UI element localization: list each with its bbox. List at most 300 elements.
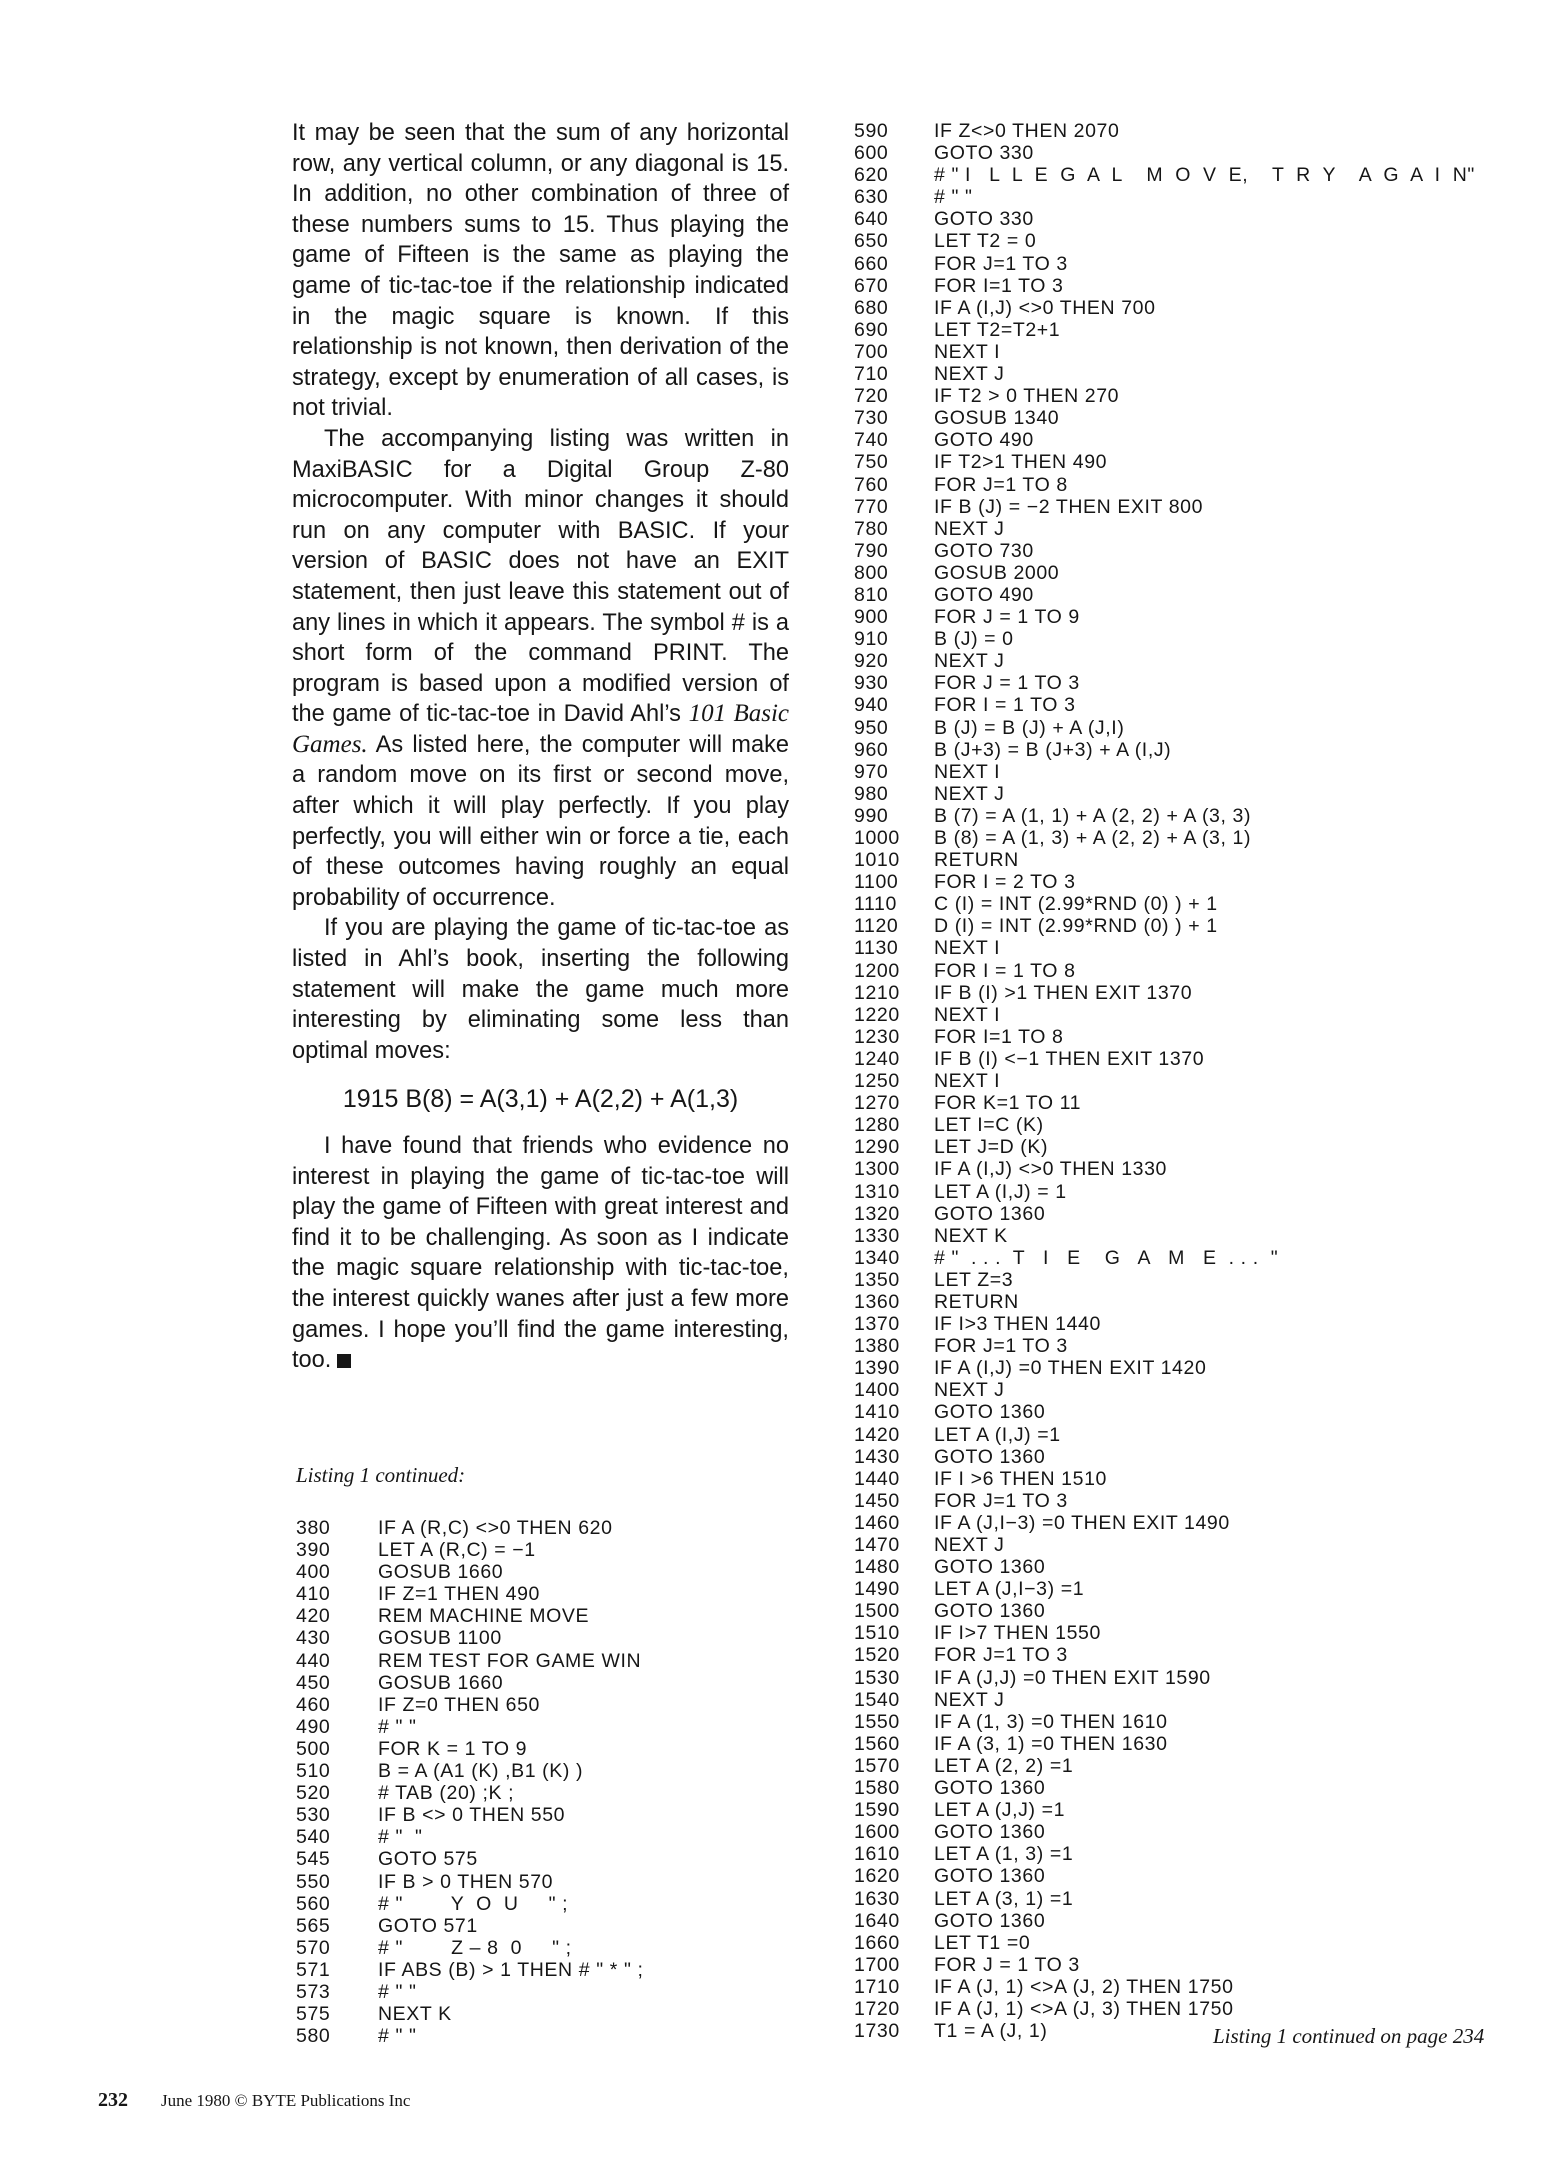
code-line — [854, 1313, 1475, 1335]
paragraph-text: The accompanying listing was written in MaxiBASIC for a Digital Group Z-80 microcomputer. With minor changes it should run on any computer with BASIC. If your version of BASIC does not have an EXIT statement, then just leave this statement out of any lines in which it appears. The symbol # is a short form of the command PRINT. The program is based upon a modified version of the game of tic-tac-toe in David Ahl’s — [292, 425, 789, 728]
statement: # " " — [378, 1980, 417, 2003]
line-number: 560 — [296, 1892, 331, 1915]
line-number: 1240 — [854, 1047, 900, 1070]
statement: LET A (R,C) = −1 — [378, 1539, 536, 1562]
code-line — [854, 960, 1475, 982]
code-line — [854, 363, 1475, 385]
code-line — [854, 1843, 1475, 1865]
line-number: 400 — [296, 1561, 331, 1584]
line-number: 573 — [296, 1980, 331, 2003]
code-line — [854, 1203, 1475, 1225]
statement: LET A (3, 1) =1 — [934, 1887, 1074, 1910]
statement: GOTO 490 — [934, 429, 1034, 452]
line-number: 550 — [296, 1870, 331, 1893]
code-line — [854, 1998, 1475, 2020]
code-line — [296, 1981, 644, 2003]
publication-line: June 1980 © BYTE Publications Inc — [161, 2091, 411, 2110]
statement: NEXT I — [934, 340, 1001, 363]
code-line — [854, 849, 1475, 871]
line-number: 440 — [296, 1649, 331, 1672]
statement: NEXT I — [934, 1003, 1001, 1026]
line-number: 670 — [854, 274, 889, 297]
line-number: 960 — [854, 738, 889, 761]
book-title: 101 Basic Games. — [292, 700, 789, 758]
line-number: 380 — [296, 1517, 331, 1539]
code-line — [854, 1755, 1475, 1777]
code-line — [854, 1534, 1475, 1556]
code-line — [854, 1247, 1475, 1269]
line-number: 1340 — [854, 1246, 900, 1269]
statement: GOTO 330 — [934, 142, 1034, 165]
code-line — [854, 230, 1475, 252]
statement: FOR J=1 TO 3 — [934, 252, 1068, 275]
statement: GOTO 1360 — [934, 1600, 1046, 1623]
statement: FOR I = 1 TO 8 — [934, 959, 1076, 982]
code-line — [854, 1954, 1475, 1976]
line-number: 810 — [854, 583, 889, 606]
code-line — [854, 1424, 1475, 1446]
statement: GOTO 575 — [378, 1848, 478, 1871]
code-line — [854, 1711, 1475, 1733]
line-number: 490 — [296, 1715, 331, 1738]
line-number: 660 — [854, 252, 889, 275]
code-line — [854, 694, 1475, 716]
statement: LET T2=T2+1 — [934, 318, 1061, 341]
paragraph-text: It may be seen that the sum of any horizontal row, any vertical column, or any diagonal is 15. In addition, no other combination of three of these numbers sums to 15. Thus playing the game of Fifteen is the same as playing the game of tic-tac-toe if the relationship indicated in the magic square is known. If this relationship is not known, then derivation of the strategy, except by enumeration of all cases, is not trivial. — [292, 120, 789, 422]
code-line — [854, 805, 1475, 827]
statement: GOTO 1360 — [934, 1909, 1046, 1932]
statement: IF A (3, 1) =0 THEN 1630 — [934, 1732, 1168, 1755]
code-line — [854, 1225, 1475, 1247]
code-line — [854, 451, 1475, 473]
statement: GOTO 490 — [934, 583, 1034, 606]
statement: FOR J = 1 TO 3 — [934, 672, 1080, 695]
statement: B (7) = A (1, 1) + A (2, 2) + A (3, 3) — [934, 804, 1252, 827]
line-number: 1490 — [854, 1578, 900, 1601]
code-line — [854, 1821, 1475, 1843]
line-number: 1610 — [854, 1843, 900, 1866]
statement: IF A (J,J) =0 THEN EXIT 1590 — [934, 1666, 1211, 1689]
statement: NEXT I — [934, 937, 1001, 960]
line-number: 760 — [854, 473, 889, 496]
line-number: 1380 — [854, 1335, 900, 1358]
statement: GOSUB 1660 — [378, 1671, 504, 1694]
line-number: 590 — [854, 120, 889, 142]
line-number: 740 — [854, 429, 889, 452]
code-line — [854, 1667, 1475, 1689]
code-line — [854, 1004, 1475, 1026]
line-number: 1330 — [854, 1224, 900, 1247]
statement: GOTO 1360 — [934, 1401, 1046, 1424]
statement: IF ABS (B) > 1 THEN # " * " ; — [378, 1958, 644, 1981]
paragraph-text: I have found that friends who evidence no interest in playing the game of tic-tac-toe will play the game of Fifteen with great interest and find it to be challenging. As soon as I indicate the magic square relationship with tic-tac-toe, the interest quickly wanes after just a few more games. I hope you’ll find the game interesting, too. — [292, 1133, 789, 1374]
code-line — [296, 1672, 644, 1694]
statement: GOSUB 2000 — [934, 561, 1060, 584]
statement: # " . . . T I E G A M E . . . " — [934, 1246, 1279, 1269]
statement: # TAB (20) ;K ; — [378, 1782, 515, 1805]
code-line — [854, 1600, 1475, 1622]
code-line — [854, 253, 1475, 275]
statement: FOR I=1 TO 3 — [934, 274, 1064, 297]
code-line — [296, 1826, 644, 1848]
line-number: 700 — [854, 340, 889, 363]
line-number: 1430 — [854, 1445, 900, 1468]
line-number: 1000 — [854, 827, 900, 849]
line-number: 1280 — [854, 1114, 900, 1137]
line-number: 1350 — [854, 1268, 900, 1291]
code-line — [296, 1804, 644, 1826]
statement: NEXT K — [934, 1224, 1008, 1247]
code-line — [854, 1269, 1475, 1291]
code-line — [854, 650, 1475, 672]
line-number: 1580 — [854, 1777, 900, 1800]
code-line — [854, 275, 1475, 297]
statement: B = A (A1 (K) ,B1 (K) ) — [378, 1760, 584, 1783]
line-number: 460 — [296, 1693, 331, 1716]
statement: LET A (J,J) =1 — [934, 1799, 1066, 1822]
statement: FOR J=1 TO 3 — [934, 1335, 1068, 1358]
statement: LET A (1, 3) =1 — [934, 1843, 1074, 1866]
statement: FOR J = 1 TO 3 — [934, 1953, 1080, 1976]
statement: D (I) = INT (2.99*RND (0) ) + 1 — [934, 915, 1218, 938]
code-line — [854, 540, 1475, 562]
line-number: 680 — [854, 296, 889, 319]
statement: IF A (J,I−3) =0 THEN EXIT 1490 — [934, 1511, 1230, 1534]
statement: LET A (I,J) =1 — [934, 1423, 1061, 1446]
code-line — [854, 1181, 1475, 1203]
code-line — [854, 915, 1475, 937]
statement: IF A (I,J) <>0 THEN 1330 — [934, 1158, 1167, 1181]
code-line — [854, 1976, 1475, 1998]
statement: IF B (I) <−1 THEN EXIT 1370 — [934, 1047, 1205, 1070]
code-line — [854, 1556, 1475, 1578]
line-number: 430 — [296, 1627, 331, 1650]
article-paragraph — [292, 424, 789, 914]
statement: IF A (I,J) <>0 THEN 700 — [934, 296, 1156, 319]
statement: NEXT K — [378, 2003, 452, 2026]
statement: FOR I=1 TO 8 — [934, 1025, 1064, 1048]
line-number: 1440 — [854, 1467, 900, 1490]
line-number: 1390 — [854, 1357, 900, 1380]
statement: GOSUB 1100 — [378, 1627, 502, 1650]
code-line — [854, 1291, 1475, 1313]
line-number: 1310 — [854, 1180, 900, 1203]
code-listing-right — [854, 120, 1475, 2042]
line-number: 1360 — [854, 1290, 900, 1313]
code-line — [854, 1490, 1475, 1512]
line-number: 1460 — [854, 1511, 900, 1534]
statement: IF A (1, 3) =0 THEN 1610 — [934, 1710, 1168, 1733]
line-number: 630 — [854, 186, 889, 209]
statement: LET I=C (K) — [934, 1114, 1044, 1137]
line-number: 900 — [854, 606, 889, 629]
statement: # " Z – 8 0 " ; — [378, 1936, 572, 1959]
code-line — [854, 1622, 1475, 1644]
line-number: 750 — [854, 451, 889, 474]
code-line — [854, 1865, 1475, 1887]
code-line — [296, 1694, 644, 1716]
continued-note: Listing 1 continued on page 234 — [1213, 2024, 1485, 2048]
line-number: 1520 — [854, 1644, 900, 1667]
code-line — [854, 1136, 1475, 1158]
article-paragraph — [292, 913, 789, 1066]
line-number: 780 — [854, 517, 889, 540]
code-line — [296, 2025, 644, 2047]
paragraph-text: As listed here, the computer will make a random move on its first or second move, after which it will play perfectly. If you play perfectly, you will either win or force a tie, each of these outcomes having roughly an equal probability of occurrence. — [292, 731, 789, 911]
line-number: 1540 — [854, 1688, 900, 1711]
line-number: 930 — [854, 672, 889, 695]
article-paragraph — [292, 118, 789, 424]
statement: FOR J=1 TO 3 — [934, 1489, 1068, 1512]
article-text — [292, 118, 789, 1376]
page-number: 232 — [98, 2089, 128, 2111]
code-line — [296, 1738, 644, 1760]
statement: B (J) = 0 — [934, 628, 1014, 651]
line-number: 710 — [854, 363, 889, 386]
code-line — [854, 1777, 1475, 1799]
line-number: 980 — [854, 782, 889, 805]
line-number: 1270 — [854, 1092, 900, 1115]
line-number: 500 — [296, 1737, 331, 1760]
statement: # " Y O U " ; — [378, 1892, 569, 1915]
statement: LET T1 =0 — [934, 1931, 1031, 1954]
statement: C (I) = INT (2.99*RND (0) ) + 1 — [934, 893, 1218, 916]
statement: RETURN — [934, 1290, 1019, 1313]
statement: NEXT J — [934, 1534, 1005, 1556]
statement: IF I>7 THEN 1550 — [934, 1622, 1101, 1645]
code-line — [854, 142, 1475, 164]
line-number: 410 — [296, 1583, 331, 1606]
statement: IF Z=1 THEN 490 — [378, 1583, 540, 1606]
code-line — [854, 186, 1475, 208]
line-number: 790 — [854, 539, 889, 562]
line-number: 1700 — [854, 1953, 900, 1976]
code-line — [854, 739, 1475, 761]
line-number: 910 — [854, 628, 889, 651]
line-number: 1100 — [854, 871, 899, 894]
line-number: 1400 — [854, 1379, 900, 1402]
statement: IF B (I) >1 THEN EXIT 1370 — [934, 981, 1193, 1004]
line-number: 1510 — [854, 1622, 900, 1645]
statement: GOTO 1360 — [934, 1556, 1046, 1579]
line-number: 1480 — [854, 1556, 900, 1579]
code-line — [854, 208, 1475, 230]
line-number: 1560 — [854, 1732, 900, 1755]
line-number: 1600 — [854, 1821, 900, 1844]
statement: GOTO 571 — [378, 1914, 478, 1937]
statement: NEXT I — [934, 1070, 1001, 1093]
code-line — [854, 429, 1475, 451]
code-line — [854, 672, 1475, 694]
line-number: 1210 — [854, 981, 900, 1004]
line-number: 575 — [296, 2003, 331, 2026]
line-number: 1450 — [854, 1489, 900, 1512]
statement: REM TEST FOR GAME WIN — [378, 1649, 642, 1672]
code-line — [296, 1561, 644, 1583]
line-number: 1720 — [854, 1997, 900, 2020]
statement: IF B (J) = −2 THEN EXIT 800 — [934, 495, 1204, 518]
line-number: 570 — [296, 1936, 331, 1959]
line-number: 800 — [854, 561, 889, 584]
line-number: 730 — [854, 407, 889, 430]
statement: LET A (2, 2) =1 — [934, 1754, 1074, 1777]
code-line — [854, 827, 1475, 849]
statement: LET T2 = 0 — [934, 230, 1037, 253]
code-line — [296, 1959, 644, 1981]
code-line — [296, 1848, 644, 1870]
statement: IF Z=0 THEN 650 — [378, 1693, 540, 1716]
code-line — [296, 1605, 644, 1627]
statement: LET J=D (K) — [934, 1136, 1049, 1159]
line-number: 1230 — [854, 1025, 900, 1048]
line-number: 990 — [854, 804, 889, 827]
line-number: 600 — [854, 142, 889, 165]
line-number: 571 — [296, 1958, 331, 1981]
code-line — [296, 1539, 644, 1561]
line-number: 420 — [296, 1605, 331, 1628]
code-line — [854, 1512, 1475, 1534]
line-number: 1300 — [854, 1158, 900, 1181]
code-line — [854, 407, 1475, 429]
line-number: 1730 — [854, 2020, 900, 2043]
line-number: 940 — [854, 694, 889, 717]
article-paragraph — [292, 1131, 789, 1376]
code-line — [854, 893, 1475, 915]
code-line — [854, 1644, 1475, 1666]
code-line — [296, 2003, 644, 2025]
statement: IF A (I,J) =0 THEN EXIT 1420 — [934, 1357, 1207, 1380]
code-line — [854, 297, 1475, 319]
line-number: 1590 — [854, 1799, 900, 1822]
statement: NEXT J — [934, 1379, 1005, 1402]
code-line — [854, 1468, 1475, 1490]
statement: IF A (R,C) <>0 THEN 620 — [378, 1517, 613, 1539]
code-line — [854, 1357, 1475, 1379]
code-line — [854, 937, 1475, 959]
statement: REM MACHINE MOVE — [378, 1605, 590, 1628]
line-number: 1470 — [854, 1534, 900, 1556]
line-number: 1200 — [854, 959, 900, 982]
code-line — [854, 1446, 1475, 1468]
statement: NEXT J — [934, 650, 1005, 673]
line-number: 640 — [854, 208, 889, 231]
line-number: 1420 — [854, 1423, 900, 1446]
statement: FOR J = 1 TO 9 — [934, 606, 1080, 629]
line-number: 970 — [854, 760, 889, 783]
line-number: 620 — [854, 164, 889, 187]
line-number: 720 — [854, 385, 889, 408]
statement: B (J) = B (J) + A (J,I) — [934, 716, 1125, 739]
paragraph-text: If you are playing the game of tic-tac-toe as listed in Ahl’s book, inserting the following statement will make the game much more interesting by eliminating some less than optimal moves: — [292, 915, 789, 1064]
line-number: 530 — [296, 1804, 331, 1827]
line-number: 1120 — [854, 915, 899, 938]
line-number: 1640 — [854, 1909, 900, 1932]
inserted-statement: 1915 B(8) = A(3,1) + A(2,2) + A(1,3) — [342, 1085, 739, 1114]
code-line — [854, 628, 1475, 650]
statement: IF T2 > 0 THEN 270 — [934, 385, 1120, 408]
statement: # " " — [378, 1715, 417, 1738]
statement: GOTO 730 — [934, 539, 1034, 562]
code-line — [296, 1650, 644, 1672]
line-number: 545 — [296, 1848, 331, 1871]
code-line — [854, 1733, 1475, 1755]
statement: FOR J=1 TO 8 — [934, 473, 1068, 496]
code-line — [854, 982, 1475, 1004]
statement: GOTO 1360 — [934, 1202, 1046, 1225]
line-number: 510 — [296, 1760, 331, 1783]
line-number: 540 — [296, 1826, 331, 1849]
statement: FOR K=1 TO 11 — [934, 1092, 1082, 1115]
statement: GOTO 1360 — [934, 1445, 1046, 1468]
code-line — [296, 1782, 644, 1804]
code-line — [296, 1871, 644, 1893]
statement: # " " — [378, 1826, 423, 1849]
code-line — [296, 1583, 644, 1605]
statement: NEXT J — [934, 782, 1005, 805]
code-line — [854, 1401, 1475, 1423]
code-line — [854, 164, 1475, 186]
statement: RETURN — [934, 849, 1019, 872]
statement: GOTO 1360 — [934, 1777, 1046, 1800]
statement: GOTO 1360 — [934, 1821, 1046, 1844]
code-line — [854, 1070, 1475, 1092]
line-number: 520 — [296, 1782, 331, 1805]
code-line — [854, 606, 1475, 628]
statement: IF B <> 0 THEN 550 — [378, 1804, 566, 1827]
statement: LET A (I,J) = 1 — [934, 1180, 1067, 1203]
end-of-article-mark — [337, 1354, 351, 1368]
statement: GOSUB 1340 — [934, 407, 1060, 430]
statement: B (J+3) = B (J+3) + A (I,J) — [934, 738, 1172, 761]
line-number: 1660 — [854, 1931, 900, 1954]
code-line — [296, 1937, 644, 1959]
statement: FOR J=1 TO 3 — [934, 1644, 1068, 1667]
code-line — [296, 1915, 644, 1937]
statement: IF I >6 THEN 1510 — [934, 1467, 1107, 1490]
code-line — [854, 319, 1475, 341]
code-line — [854, 1114, 1475, 1136]
line-number: 920 — [854, 650, 889, 673]
statement: NEXT J — [934, 517, 1005, 540]
code-line — [296, 1627, 644, 1649]
statement: IF I>3 THEN 1440 — [934, 1313, 1101, 1336]
code-line — [854, 1158, 1475, 1180]
line-number: 650 — [854, 230, 889, 253]
line-number: 1500 — [854, 1600, 900, 1623]
statement: NEXT I — [934, 760, 1001, 783]
statement: NEXT J — [934, 363, 1005, 386]
code-line — [854, 717, 1475, 739]
line-number: 1010 — [854, 849, 900, 872]
code-line — [854, 1048, 1475, 1070]
line-number: 1410 — [854, 1401, 900, 1424]
line-number: 450 — [296, 1671, 331, 1694]
code-line — [296, 1517, 644, 1539]
line-number: 690 — [854, 318, 889, 341]
line-number: 1630 — [854, 1887, 900, 1910]
code-line — [854, 385, 1475, 407]
statement: T1 = A (J, 1) — [934, 2020, 1048, 2043]
code-line — [854, 1578, 1475, 1600]
line-number: 1550 — [854, 1710, 900, 1733]
statement: GOTO 1360 — [934, 1865, 1046, 1888]
statement: GOTO 330 — [934, 208, 1034, 231]
statement: # " " — [378, 2025, 417, 2048]
code-line — [854, 871, 1475, 893]
statement: LET Z=3 — [934, 1268, 1014, 1291]
line-number: 1620 — [854, 1865, 900, 1888]
line-number: 1530 — [854, 1666, 900, 1689]
